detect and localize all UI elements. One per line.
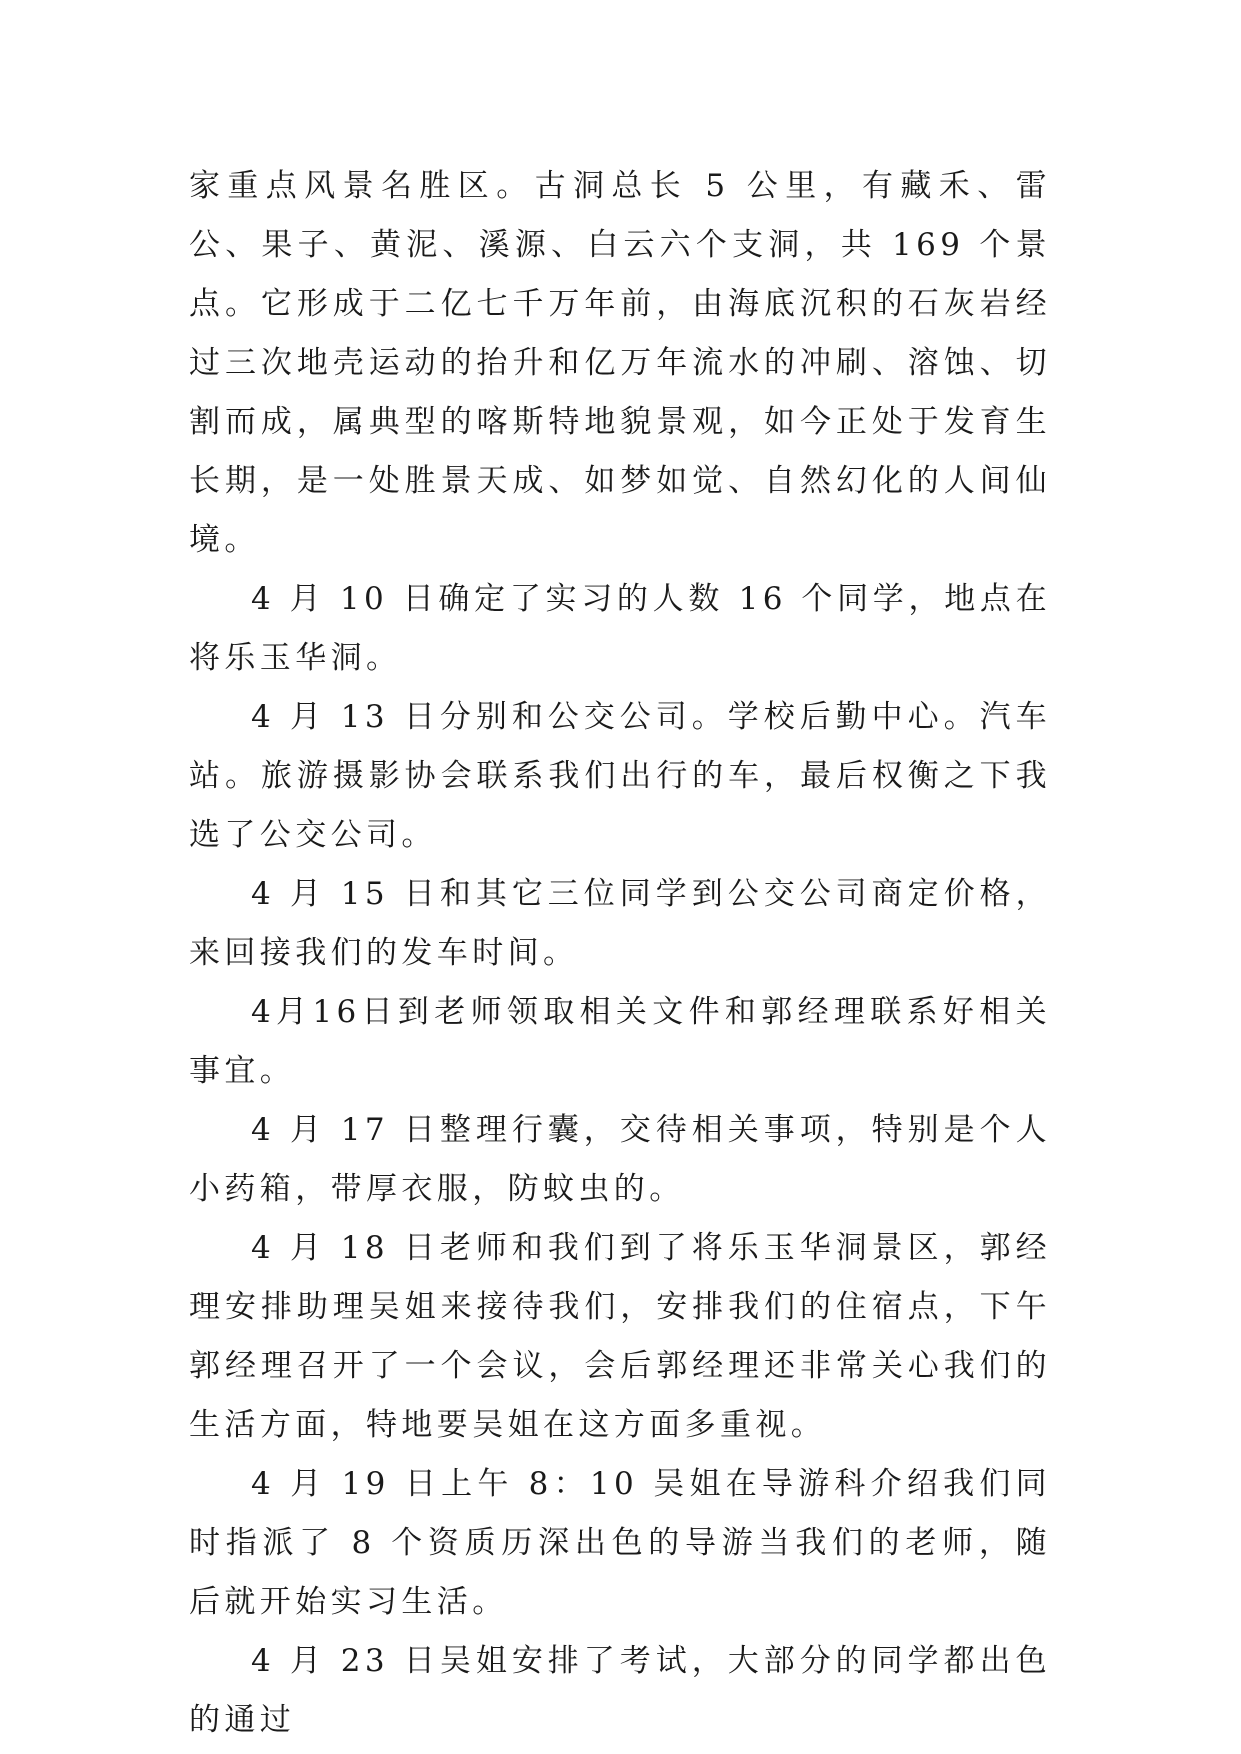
paragraph-apr-16: 4月16日到老师领取相关文件和郭经理联系好相关事宜。 [189,994,1051,1089]
paragraph-apr-23: 4 月 23 日吴姐安排了考试，大部分的同学都出色的通过 [189,1643,1051,1738]
paragraph-apr-13: 4 月 13 日分别和公交公司。学校后勤中心。汽车站。旅游摄影协会联系我们出行的车，最后权衡之下我选了公交公司。 [189,699,1051,853]
paragraph-apr-17: 4 月 17 日整理行囊，交待相关事项，特别是个人小药箱，带厚衣服，防蚊虫的。 [189,1112,1051,1207]
paragraph-apr-18: 4 月 18 日老师和我们到了将乐玉华洞景区，郭经理安排助理吴姐来接待我们，安排我们的住宿点，下午郭经理召开了一个会议，会后郭经理还非常关心我们的生活方面，特地要吴姐在这方面多重视。 [189,1230,1051,1443]
paragraph-apr-10: 4 月 10 日确定了实习的人数 16 个同学，地点在将乐玉华洞。 [189,581,1051,676]
paragraph-intro-continued: 家重点风景名胜区。古洞总长 5 公里，有藏禾、雷公、果子、黄泥、溪源、白云六个支洞，共 169 个景点。它形成于二亿七千万年前，由海底沉积的石灰岩经过三次地壳运动的抬升和亿万年流水的冲刷、溶蚀、切割而成，属典型的喀斯特地貌景观，如今正处于发育生长期，是一处胜景天成、如梦如觉、自然幻化的人间仙境。 [189,168,1051,558]
paragraph-apr-15: 4 月 15 日和其它三位同学到公交公司商定价格，来回接我们的发车时间。 [189,876,1051,971]
document-body [189,157,1051,1750]
paragraph-apr-19: 4 月 19 日上午 8：10 吴姐在导游科介绍我们同时指派了 8 个资质历深出色的导游当我们的老师，随后就开始实习生活。 [189,1466,1051,1620]
